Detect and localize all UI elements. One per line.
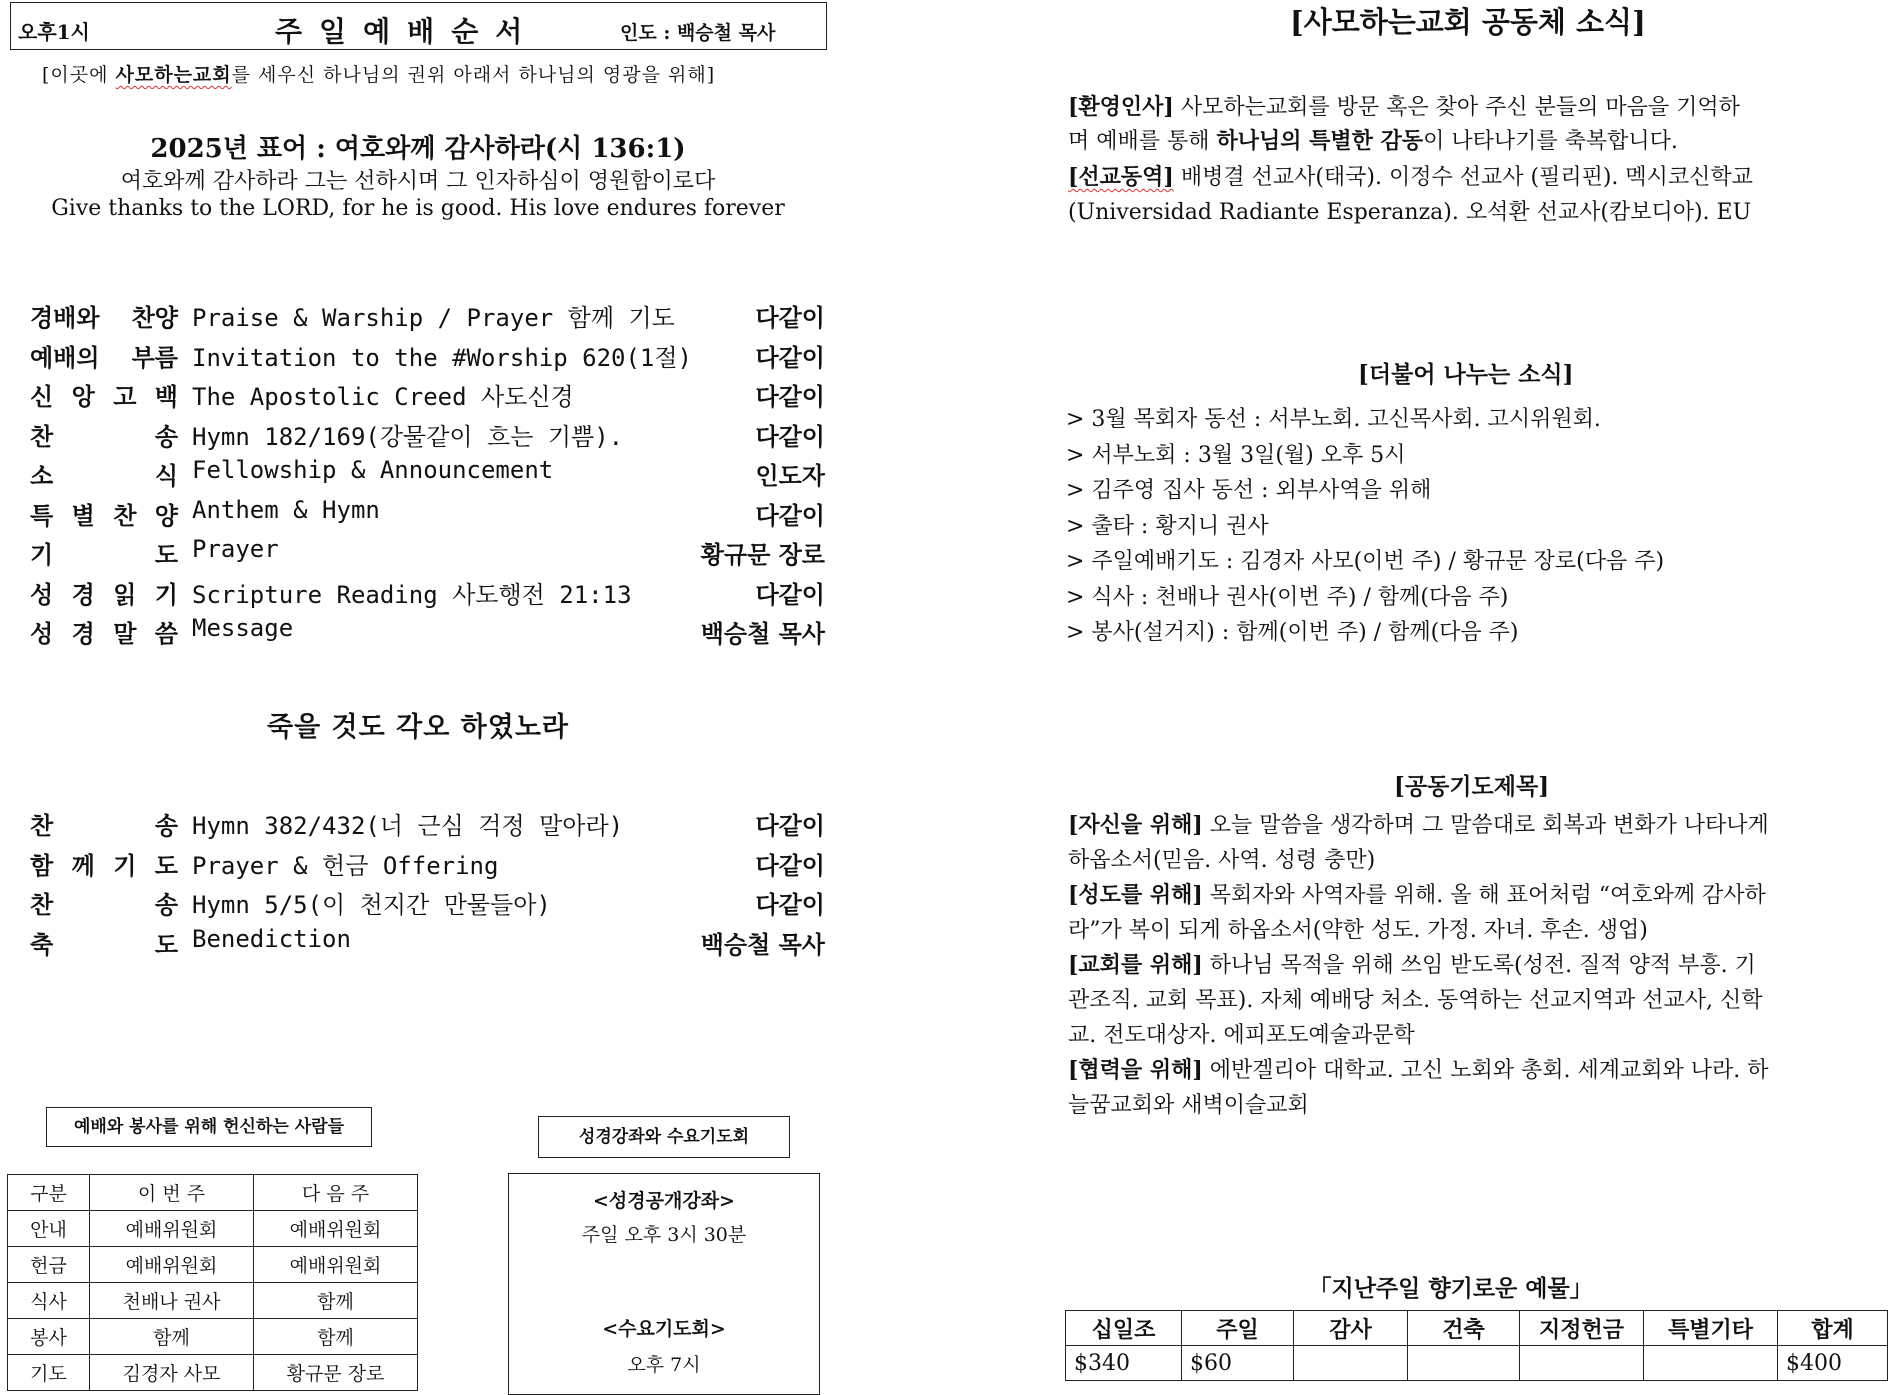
order-item-description: Invitation to the #Worship 620(1절) (192, 343, 693, 372)
prayer-meeting-title: <수요기도회> (602, 1318, 726, 1340)
order-item-person: 다같이 (755, 811, 825, 840)
offering-header-cell: 감사 (1294, 1311, 1408, 1346)
prayer-coop-1 (1068, 1053, 1888, 1088)
subtitle-post: 를 세우신 하나님의 권위 아래서 하나님의 영광을 위해] (231, 64, 716, 86)
prayer-church-label: [교회를 위해] (1068, 952, 1203, 978)
order-item-description: The Apostolic Creed 사도신경 (192, 383, 574, 411)
order-item-label: 함 께 기 도 (30, 850, 178, 880)
servants-cell: 안내 (8, 1211, 90, 1247)
order-item-description: Anthem & Hymn (192, 495, 380, 524)
prayer-saints-1 (1068, 878, 1888, 913)
offering-value-cell (1520, 1346, 1644, 1381)
order-item-description: Prayer (192, 535, 279, 563)
offering-header-cell: 지정헌금 (1520, 1311, 1644, 1346)
share-item: > 서부노회 : 3월 3일(월) 오후 5시 (1066, 442, 1406, 468)
order-item (30, 496, 830, 530)
subtitle-pre: [이곳에 (42, 64, 116, 86)
order-item (30, 417, 830, 451)
offering-header-cell: 십일조 (1066, 1311, 1182, 1346)
prayer-saints-2: 라”가 복이 되게 하옵소서(약한 성도. 가정. 자녀. 후손. 생업) (1068, 918, 1648, 943)
servants-row (8, 1211, 418, 1247)
share-item: > 출타 : 황지니 권사 (1066, 513, 1269, 539)
order-item (30, 885, 830, 919)
news-title: [사모하는교회 공동체 소식] (1290, 5, 1646, 39)
prayer-coop-2: 늘꿈교회와 새벽이슬교회 (1068, 1093, 1309, 1118)
order-item (30, 614, 830, 648)
order-item-description: Hymn 182/169(강물같이 흐는 기쁨). (192, 422, 624, 451)
order-item-person: 다같이 (755, 579, 825, 609)
servants-cell: 예배위원회 (90, 1211, 254, 1247)
order-item-label: 경배와 찬양 (30, 303, 178, 332)
prayer-church-2: 관조직. 교회 목표). 자체 예배당 처소. 동역하는 선교지역과 선교사, 신학 (1068, 988, 1763, 1013)
welcome-text-2b: 하나님의 특별한 감동 (1216, 128, 1424, 154)
order-item-description: Prayer & 헌금 Offering (192, 851, 499, 880)
offering-header-cell: 합계 (1778, 1311, 1888, 1346)
share-item: > 봉사(설거지) : 함께(이번 주) / 함께(다음 주) (1066, 620, 1519, 645)
servants-cell: 함께 (254, 1319, 418, 1355)
order-item (30, 806, 830, 840)
offering-title: ｢지난주일 향기로운 예물｣ (1320, 1275, 1582, 1302)
servants-row (8, 1247, 418, 1283)
order-item-person: 백승철 목사 (700, 929, 825, 959)
welcome-line-2 (1068, 124, 1888, 159)
offering-value-row (1066, 1346, 1888, 1381)
servants-cell: 헌금 (8, 1247, 90, 1283)
offering-value-cell: $60 (1182, 1346, 1294, 1381)
servants-caption: 예배와 봉사를 위해 헌신하는 사람들 (46, 1107, 372, 1147)
order-item-label: 찬 송 (30, 890, 178, 919)
order-item-person: 다같이 (755, 890, 825, 919)
order-item-label: 기 도 (30, 540, 178, 569)
order-item-label: 예배의 부름 (30, 342, 178, 372)
servants-cell: 이 번 주 (90, 1175, 254, 1211)
subtitle (42, 60, 715, 87)
offering-value-cell (1408, 1346, 1520, 1381)
servants-cell: 함께 (254, 1283, 418, 1319)
page-title: 주일예배순서 (275, 15, 540, 48)
servants-cell: 예배위원회 (254, 1211, 418, 1247)
order-item-person: 인도자 (755, 461, 825, 490)
share-item: > 3월 목회자 동선 : 서부노회. 고신목사회. 고시위원회. (1066, 407, 1601, 432)
offering-value-cell (1644, 1346, 1778, 1381)
order-item-description: Message (192, 614, 294, 642)
order-item (30, 456, 830, 490)
order-item-person: 백승철 목사 (700, 619, 825, 648)
prayer-meeting-time: 오후 7시 (627, 1354, 701, 1376)
study-caption: 성경강좌와 수요기도회 (538, 1116, 790, 1158)
welcome-text-1: 사모하는교회를 방문 혹은 찾아 주신 분들의 마음을 기억하 (1173, 95, 1740, 120)
order-item-description: Fellowship & Announcement (192, 456, 554, 484)
servants-cell: 봉사 (8, 1319, 90, 1355)
servants-row (8, 1319, 418, 1355)
prayer-saints-label: [성도를 위해] (1068, 882, 1203, 908)
mission-label: [선교동역] (1068, 164, 1174, 190)
mission-text-1: 배병결 선교사(태국). 이정수 선교사 (필리핀). 멕시코신학교 (1173, 165, 1753, 190)
sermon-title: 죽을 것도 각오 하였노라 (266, 712, 570, 743)
order-item (30, 377, 830, 411)
prayer-church-1 (1068, 948, 1888, 983)
servants-cell: 구분 (8, 1175, 90, 1211)
order-item-person: 다같이 (755, 382, 825, 411)
servants-cell: 기도 (8, 1355, 90, 1391)
order-item (30, 575, 830, 609)
offering-header-row (1066, 1311, 1888, 1346)
lecture-title: <성경공개강좌> (593, 1190, 735, 1212)
offering-header-cell: 특별기타 (1644, 1311, 1778, 1346)
offering-header-cell: 건축 (1408, 1311, 1520, 1346)
order-item (30, 298, 830, 332)
order-item-description: Hymn 382/432(너 근심 걱정 말아라) (192, 812, 624, 840)
servants-row (8, 1283, 418, 1319)
order-item-description: Scripture Reading 사도행전 21:13 (192, 580, 632, 609)
servants-header-row (8, 1175, 418, 1211)
order-item-description: Hymn 5/5(이 천지간 만물들아) (192, 891, 551, 919)
service-leader: 인도 : 백승철 목사 (620, 22, 776, 44)
order-item-person: 다같이 (755, 421, 825, 451)
welcome-text-2a: 며 예배를 통해 (1068, 129, 1217, 154)
servants-row (8, 1355, 418, 1391)
prayer-self-2: 하옵소서(믿음. 사역. 성령 충만) (1068, 848, 1376, 873)
mission-line-1 (1068, 160, 1888, 195)
welcome-line-1 (1068, 90, 1888, 125)
order-item-label: 찬 송 (30, 421, 178, 451)
welcome-text-2c: 이 나타나기를 축복합니다. (1423, 129, 1678, 154)
order-item-description: Praise & Warship / Prayer 함께 기도 (192, 304, 675, 332)
prayer-coop-text-1: 에반겔리아 대학교. 고신 노회와 총회. 세계교회와 나라. 하 (1202, 1058, 1769, 1083)
prayer-saints-text-1: 목회자와 사역자를 위해. 올 해 표어처럼 “여호와께 감사하 (1202, 883, 1766, 908)
order-item-label: 소 식 (30, 461, 178, 490)
prayer-church-3: 교. 전도대상자. 에피포도예술과문학 (1068, 1023, 1415, 1048)
order-item-label: 신 앙 고 백 (30, 382, 178, 411)
order-item-label: 성 경 말 씀 (30, 619, 178, 648)
order-item-person: 다같이 (755, 850, 825, 880)
order-item (30, 338, 830, 372)
prayer-self-label: [자신을 위해] (1068, 812, 1203, 838)
lecture-time: 주일 오후 3시 30분 (581, 1224, 747, 1246)
order-item-label: 특 별 찬 양 (30, 500, 178, 530)
order-item-label: 축 도 (30, 929, 178, 959)
service-time: 오후1시 (18, 20, 90, 44)
servants-cell: 황규문 장로 (254, 1355, 418, 1391)
offering-header-cell: 주일 (1182, 1311, 1294, 1346)
order-item (30, 535, 830, 569)
prayer-self-text-1: 오늘 말씀을 생각하며 그 말씀대로 회복과 변화가 나타나게 (1202, 813, 1769, 838)
offering-value-cell (1294, 1346, 1408, 1381)
order-item (30, 925, 830, 959)
share-item: > 주일예배기도 : 김경자 사모(이번 주) / 황규문 장로(다음 주) (1066, 549, 1665, 574)
share-title: [더불어 나누는 소식] (1358, 361, 1574, 388)
order-item-person: 다같이 (755, 500, 825, 530)
prayer-coop-label: [협력을 위해] (1068, 1057, 1203, 1083)
motto-english: Give thanks to the LORD, for he is good. His love endures forever (51, 196, 785, 221)
offering-value-cell: $340 (1066, 1346, 1182, 1381)
subtitle-church: 사모하는교회 (115, 64, 232, 86)
servants-cell: 식사 (8, 1283, 90, 1319)
servants-cell: 김경자 사모 (90, 1355, 254, 1391)
order-item-label: 찬 송 (30, 811, 178, 840)
servants-cell: 다 음 주 (254, 1175, 418, 1211)
motto-korean: 여호와께 감사하라 그는 선하시며 그 인자하심이 영원함이로다 (120, 169, 716, 194)
motto-title: 2025년 표어 : 여호와께 감사하라(시 136:1) (150, 134, 686, 164)
prayer-church-text-1: 하나님 목적을 위해 쓰임 받도록(성전. 질적 양적 부흥. 기 (1202, 953, 1756, 978)
offering-table (1065, 1310, 1888, 1381)
order-item-description: Benediction (192, 924, 351, 953)
servants-table (7, 1174, 418, 1391)
welcome-label: [환영인사] (1068, 94, 1174, 120)
share-item: > 김주영 집사 동선 : 외부사역을 위해 (1066, 478, 1432, 503)
order-item-person: 황규문 장로 (700, 540, 825, 569)
servants-cell: 천배나 권사 (90, 1283, 254, 1319)
offering-value-cell: $400 (1778, 1346, 1888, 1381)
servants-cell: 함께 (90, 1319, 254, 1355)
servants-cell: 예배위원회 (90, 1247, 254, 1283)
servants-cell: 예배위원회 (254, 1247, 418, 1283)
share-item: > 식사 : 천배나 권사(이번 주) / 함께(다음 주) (1066, 584, 1509, 610)
order-item-person: 다같이 (755, 342, 825, 372)
prayer-title: [공동기도제목] (1394, 773, 1550, 800)
order-item (30, 846, 830, 880)
order-item-person: 다같이 (755, 303, 825, 332)
order-item-label: 성 경 읽 기 (30, 579, 178, 609)
prayer-self-1 (1068, 808, 1888, 843)
mission-line-2: (Universidad Radiante Esperanza). 오석환 선교사(캄보디아). EU (1068, 200, 1752, 225)
